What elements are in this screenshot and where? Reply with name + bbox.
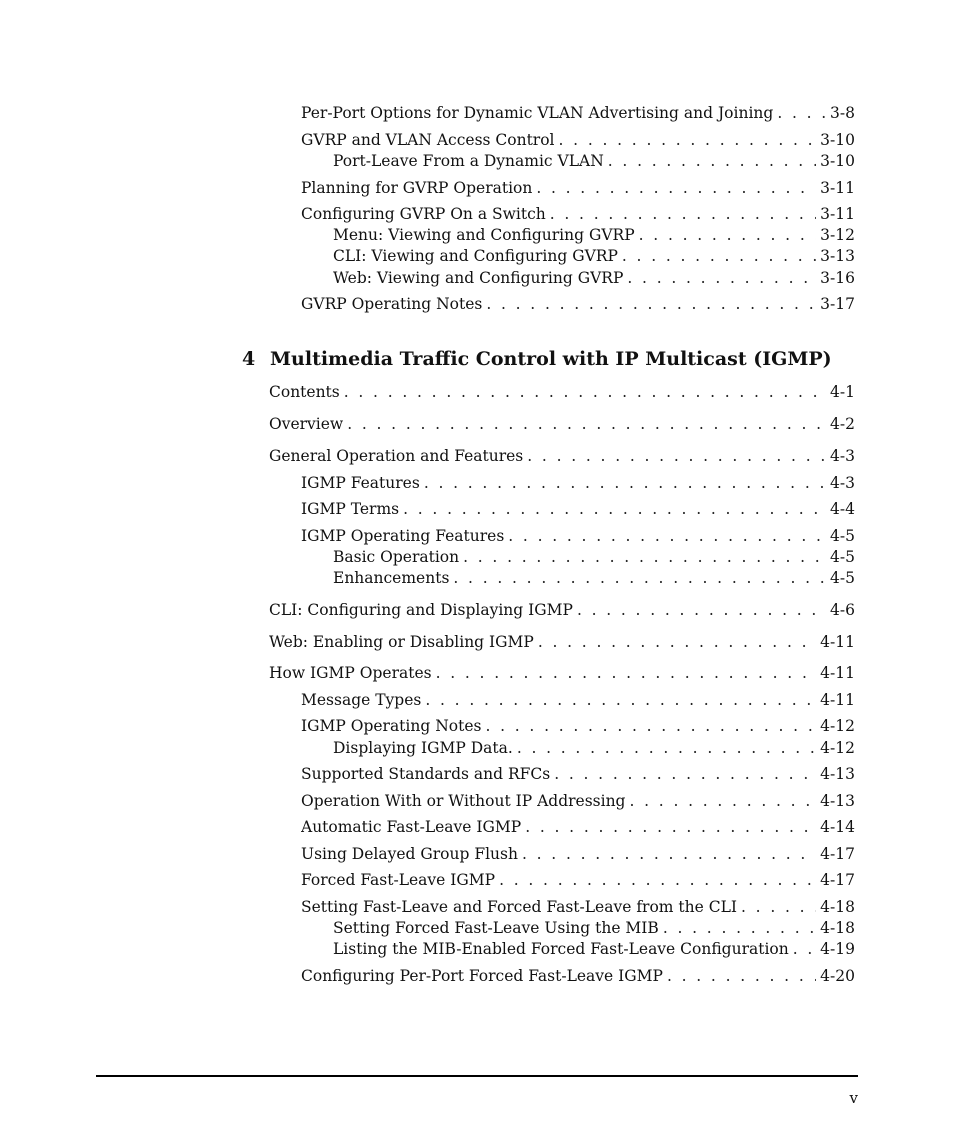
- leader-dots: [522, 844, 816, 864]
- toc-entry[interactable]: [301, 966, 855, 986]
- toc-entry-page: 4-17: [820, 845, 855, 863]
- leader-dots: [485, 716, 816, 736]
- toc-entry-page: 4-2: [830, 415, 855, 433]
- toc-entry-title: Setting Forced Fast-Leave Using the MIB: [333, 919, 659, 937]
- toc-entry-page: 3-11: [820, 179, 855, 197]
- toc-entry-page: 4-12: [820, 739, 855, 757]
- toc-entry-title: Configuring GVRP On a Switch: [301, 205, 546, 223]
- leader-dots: [639, 225, 817, 245]
- leader-dots: [508, 526, 826, 546]
- toc-entry[interactable]: [269, 446, 855, 466]
- chapter-title: Multimedia Traffic Control with IP Multicast (IGMP): [270, 348, 832, 370]
- toc-entry[interactable]: [333, 918, 855, 938]
- toc-entry[interactable]: [301, 817, 855, 837]
- toc-entry-page: 4-18: [820, 919, 855, 937]
- toc-entry-page: 4-1: [830, 383, 855, 401]
- toc-entry[interactable]: [301, 690, 855, 710]
- toc-entry-page: 4-5: [830, 527, 855, 545]
- toc-entry-page: 3-17: [820, 295, 855, 313]
- leader-dots: [436, 663, 817, 683]
- toc-entry-page: 4-5: [830, 569, 855, 587]
- toc-entry[interactable]: [301, 844, 855, 864]
- toc-entry-title: Setting Fast-Leave and Forced Fast-Leave from the CLI: [301, 898, 738, 916]
- leader-dots: [344, 382, 826, 402]
- toc-entry[interactable]: [301, 791, 855, 811]
- leader-dots: [667, 966, 816, 986]
- leader-dots: [550, 204, 816, 224]
- toc-entry[interactable]: [333, 268, 855, 288]
- toc-entry-title: Menu: Viewing and Configuring GVRP: [333, 226, 635, 244]
- toc-entry[interactable]: [333, 568, 855, 588]
- toc-entry[interactable]: [333, 151, 855, 171]
- leader-dots: [486, 294, 816, 314]
- toc-entry-page: 4-14: [820, 818, 855, 836]
- toc-entry-title: Planning for GVRP Operation: [301, 179, 533, 197]
- toc-entry-title: IGMP Operating Notes: [301, 717, 482, 735]
- leader-dots: [663, 918, 816, 938]
- toc-entry-title: IGMP Features: [301, 474, 420, 492]
- toc-entry[interactable]: [301, 294, 855, 314]
- leader-dots: [453, 568, 826, 588]
- toc-entry[interactable]: [301, 178, 855, 198]
- leader-dots: [777, 103, 826, 123]
- toc-entry-title: General Operation and Features: [269, 447, 524, 465]
- leader-dots: [577, 600, 826, 620]
- toc-entry-page: 4-11: [820, 691, 855, 709]
- leader-dots: [527, 446, 826, 466]
- toc-entry[interactable]: [301, 499, 855, 519]
- toc-entry-page: 3-8: [830, 104, 855, 122]
- toc-entry-title: How IGMP Operates: [269, 664, 432, 682]
- toc-entry[interactable]: [269, 632, 855, 652]
- toc-entry-page: 4-12: [820, 717, 855, 735]
- toc-entry[interactable]: [301, 897, 855, 917]
- leader-dots: [424, 473, 826, 493]
- toc-entry-title: GVRP and VLAN Access Control: [301, 131, 555, 149]
- toc-entry-title: Port-Leave From a Dynamic VLAN: [333, 152, 604, 170]
- toc-entry[interactable]: [301, 130, 855, 150]
- toc-entry-page: 4-11: [820, 633, 855, 651]
- toc-entry-title: Contents: [269, 383, 340, 401]
- chapter-number: 4: [242, 348, 256, 370]
- toc-entry-title: IGMP Terms: [301, 500, 400, 518]
- leader-dots: [425, 690, 816, 710]
- page-number: v: [849, 1089, 858, 1107]
- toc-entry[interactable]: [301, 526, 855, 546]
- toc-entry-page: 4-17: [820, 871, 855, 889]
- toc-entry-title: GVRP Operating Notes: [301, 295, 483, 313]
- leader-dots: [627, 268, 816, 288]
- toc-entry[interactable]: [301, 764, 855, 784]
- toc-entry-title: CLI: Configuring and Displaying IGMP: [269, 601, 573, 619]
- leader-dots: [554, 764, 816, 784]
- toc-entry-title: Message Types: [301, 691, 422, 709]
- toc-entry[interactable]: [301, 204, 855, 224]
- toc-entry-page: 4-3: [830, 474, 855, 492]
- leader-dots: [517, 738, 816, 758]
- leader-dots: [608, 151, 816, 171]
- toc-entry[interactable]: [269, 414, 855, 434]
- toc-entry-page: 4-13: [820, 765, 855, 783]
- toc-entry-title: Configuring Per-Port Forced Fast-Leave IGMP: [301, 967, 663, 985]
- toc-entry[interactable]: [301, 716, 855, 736]
- toc-entry-page: 4-6: [830, 601, 855, 619]
- chapter-heading[interactable]: [242, 346, 832, 372]
- toc-entry-page: 4-13: [820, 792, 855, 810]
- toc-entry-page: 4-11: [820, 664, 855, 682]
- leader-dots: [538, 632, 816, 652]
- leader-dots: [403, 499, 826, 519]
- leader-dots: [559, 130, 817, 150]
- leader-dots: [793, 939, 816, 959]
- toc-entry-title: Web: Enabling or Disabling IGMP: [269, 633, 534, 651]
- toc-entry-page: 4-19: [820, 940, 855, 958]
- leader-dots: [741, 897, 816, 917]
- toc-entry[interactable]: [333, 547, 855, 567]
- toc-entry[interactable]: [333, 939, 855, 959]
- leader-dots: [622, 246, 816, 266]
- toc-entry[interactable]: [333, 225, 855, 245]
- toc-entry-page: 4-18: [820, 898, 855, 916]
- toc-entry-title: Supported Standards and RFCs: [301, 765, 551, 783]
- toc-entry[interactable]: [269, 382, 855, 402]
- toc-entry[interactable]: [301, 103, 855, 123]
- toc-entry-title: Automatic Fast-Leave IGMP: [301, 818, 522, 836]
- toc-entry-page: 3-12: [820, 226, 855, 244]
- toc-entry-page: 3-16: [820, 269, 855, 287]
- toc-entry-title: Forced Fast-Leave IGMP: [301, 871, 496, 889]
- leader-dots: [536, 178, 816, 198]
- toc-entry-title: Operation With or Without IP Addressing: [301, 792, 626, 810]
- toc-entry-title: CLI: Viewing and Configuring GVRP: [333, 247, 618, 265]
- toc-entry-title: Enhancements: [333, 569, 450, 587]
- toc-entry[interactable]: [269, 663, 855, 683]
- toc-entry-page: 4-3: [830, 447, 855, 465]
- toc-entry[interactable]: [269, 600, 855, 620]
- toc-entry-title: IGMP Operating Features: [301, 527, 505, 545]
- toc-entry[interactable]: [301, 870, 855, 890]
- leader-dots: [499, 870, 816, 890]
- toc-entry-title: Using Delayed Group Flush: [301, 845, 518, 863]
- toc-entry-title: Listing the MIB-Enabled Forced Fast-Leave Configuration: [333, 940, 789, 958]
- toc-entry-page: 3-13: [820, 247, 855, 265]
- toc-entry-title: Displaying IGMP Data.: [333, 739, 513, 757]
- toc-entry-title: Overview: [269, 415, 344, 433]
- leader-dots: [629, 791, 816, 811]
- toc-entry-title: Per-Port Options for Dynamic VLAN Advertising and Joining: [301, 104, 774, 122]
- toc-entry-page: 3-11: [820, 205, 855, 223]
- toc-entry-page: 3-10: [820, 131, 855, 149]
- toc-entry[interactable]: [333, 246, 855, 266]
- toc-entry-page: 4-5: [830, 548, 855, 566]
- toc-entry-page: 4-4: [830, 500, 855, 518]
- footer-rule: [96, 1075, 858, 1077]
- toc-entry[interactable]: [333, 738, 855, 758]
- toc-entry-title: Basic Operation: [333, 548, 460, 566]
- toc-entry-page: 4-20: [820, 967, 855, 985]
- leader-dots: [463, 547, 826, 567]
- leader-dots: [347, 414, 826, 434]
- toc-entry-title: Web: Viewing and Configuring GVRP: [333, 269, 624, 287]
- toc-entry[interactable]: [301, 473, 855, 493]
- toc-entry-page: 3-10: [820, 152, 855, 170]
- leader-dots: [525, 817, 816, 837]
